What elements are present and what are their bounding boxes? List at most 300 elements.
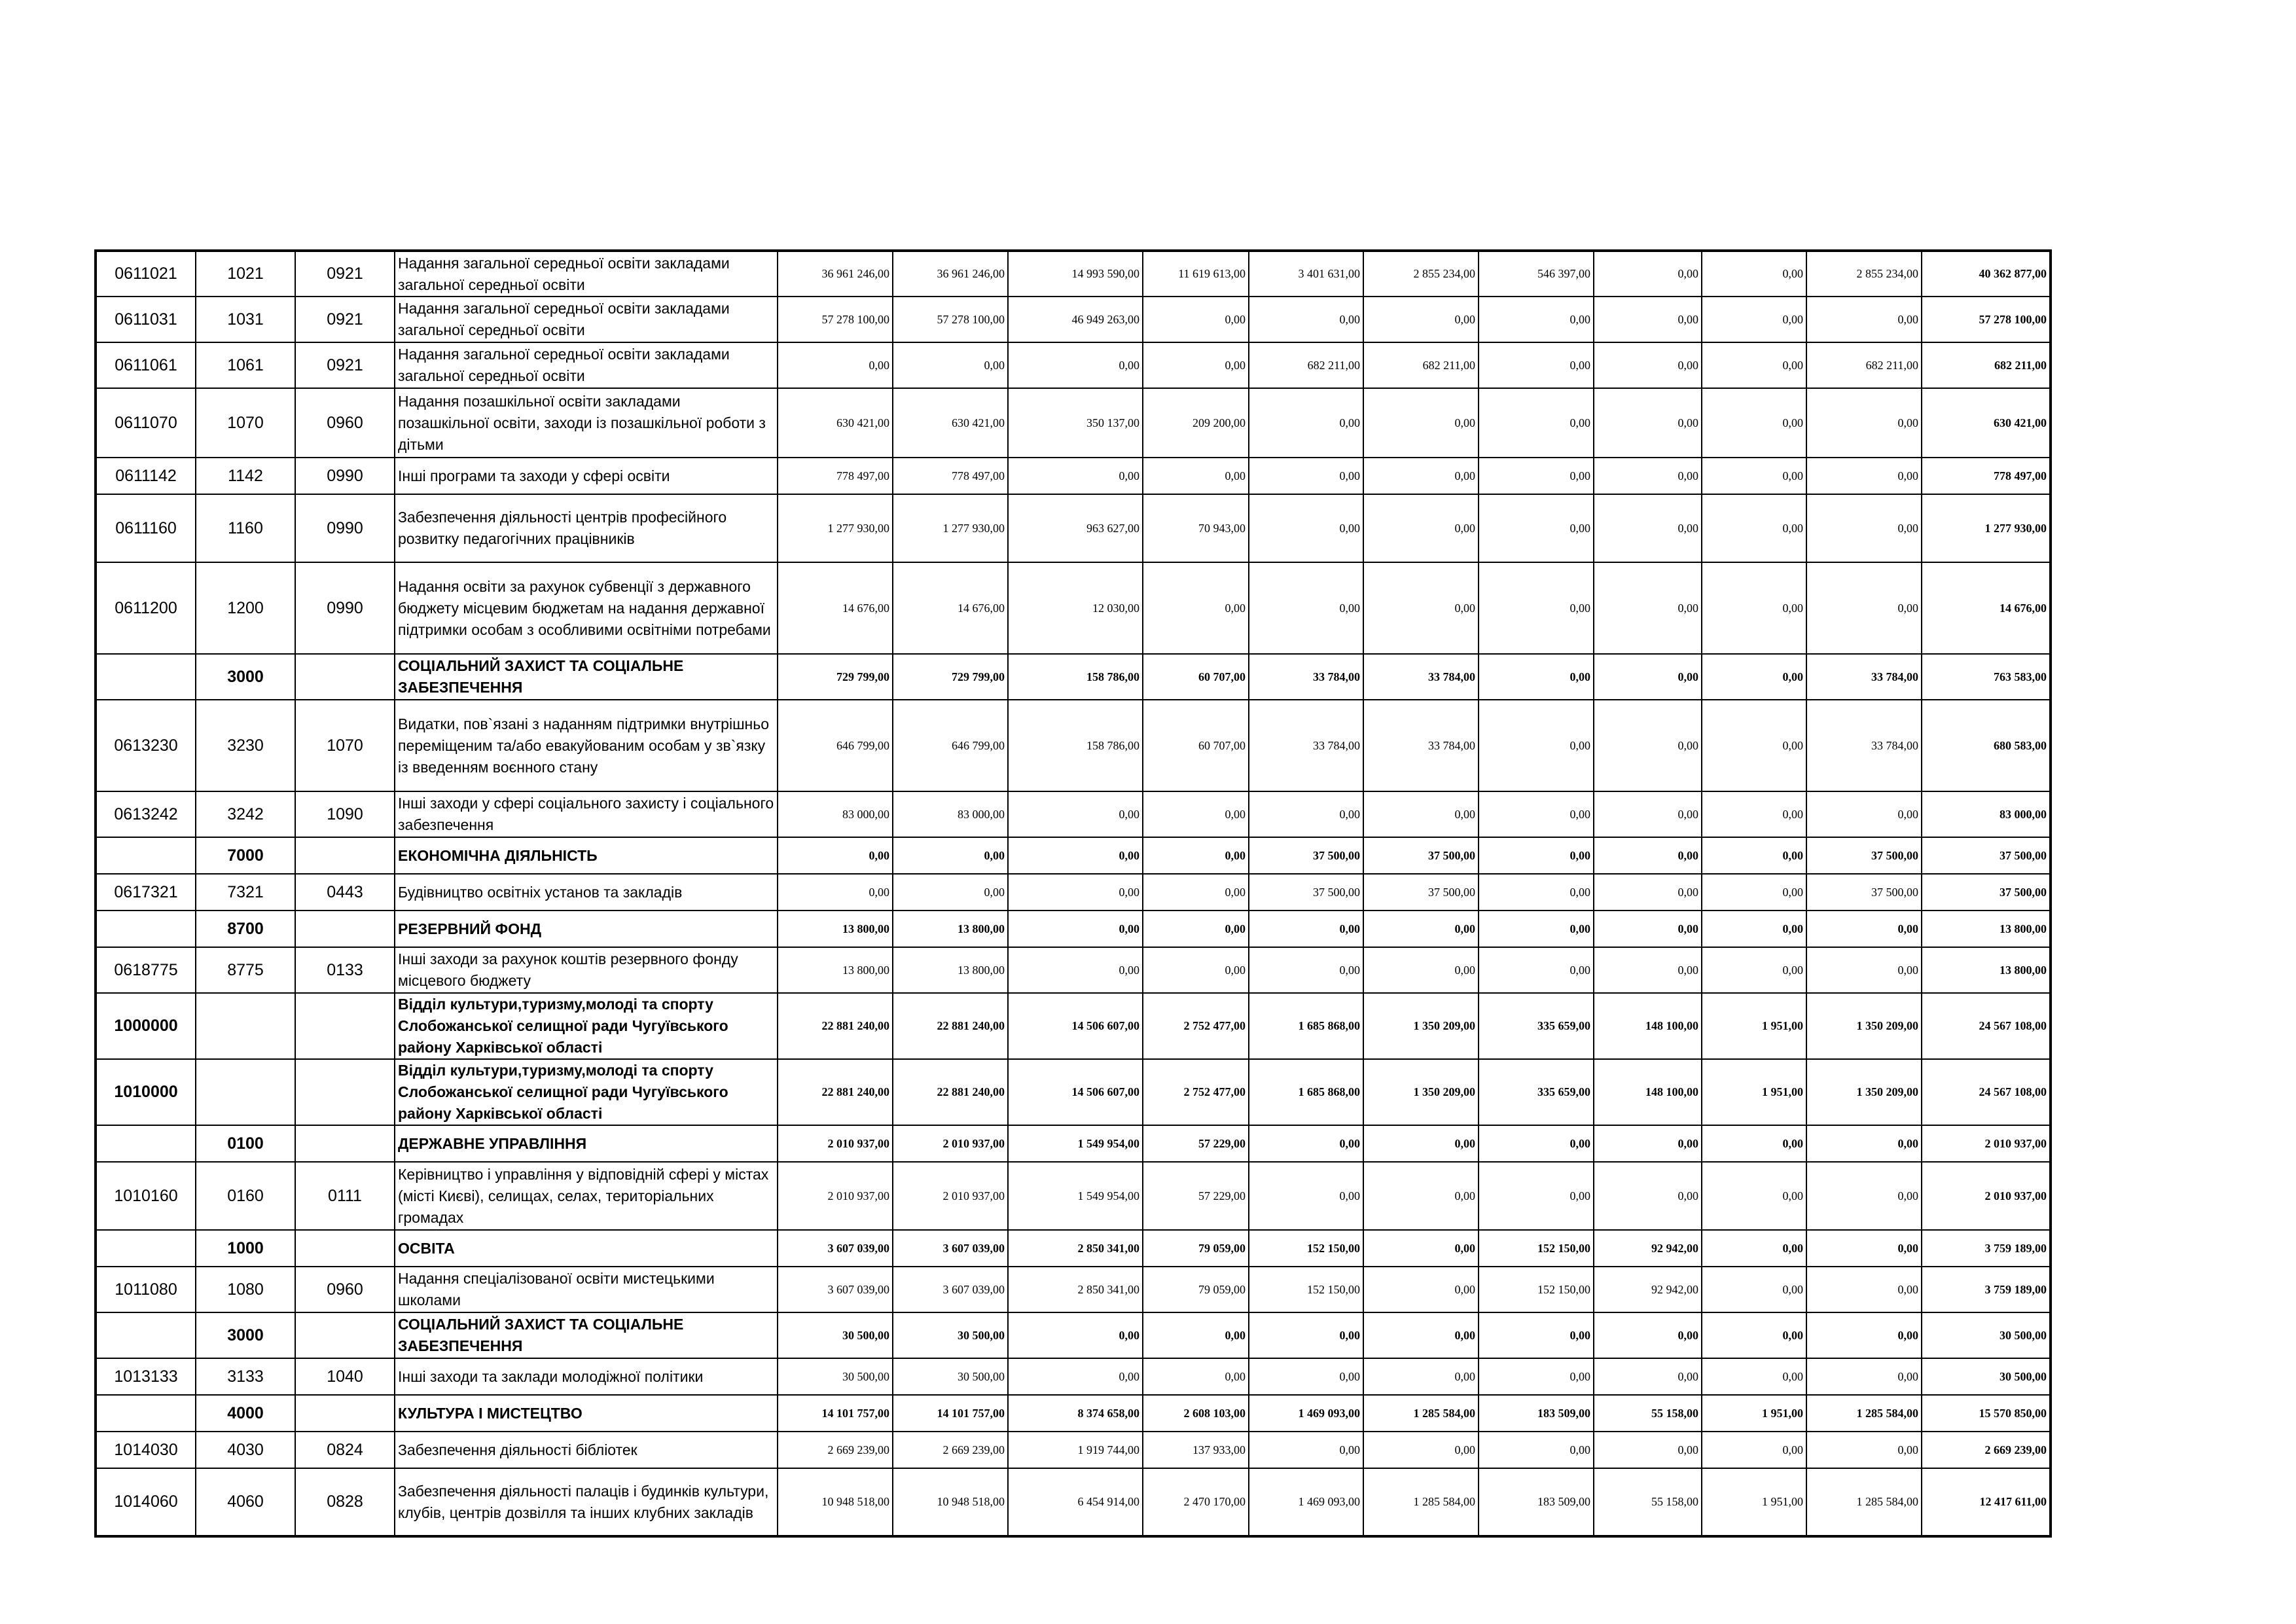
- amount-cell: 0,00: [1806, 1267, 1922, 1312]
- amount-cell: 0,00: [1143, 458, 1249, 494]
- amount-cell: 0,00: [1008, 458, 1143, 494]
- amount-cell: 1 951,00: [1702, 1395, 1806, 1432]
- total-amount-cell: 680 583,00: [1922, 700, 2051, 791]
- amount-cell: 0,00: [1363, 791, 1479, 837]
- amount-cell: 148 100,00: [1594, 1059, 1702, 1125]
- amount-cell: 33 784,00: [1249, 654, 1363, 700]
- amount-cell: 0,00: [1008, 947, 1143, 993]
- amount-cell: 0,00: [1479, 458, 1594, 494]
- table-row: [96, 458, 2051, 494]
- amount-cell: 0,00: [1806, 1230, 1922, 1267]
- amount-cell: 335 659,00: [1479, 1059, 1594, 1125]
- amount-cell: 79 059,00: [1143, 1267, 1249, 1312]
- amount-cell: 13 800,00: [778, 947, 893, 993]
- program-name-cell: Забезпечення діяльності бібліотек: [395, 1432, 778, 1468]
- amount-cell: 0,00: [1363, 1358, 1479, 1395]
- amount-cell: 0,00: [1806, 791, 1922, 837]
- amount-cell: 1 285 584,00: [1363, 1468, 1479, 1536]
- fkvk-code-cell: [295, 1312, 395, 1358]
- amount-cell: 0,00: [1479, 494, 1594, 562]
- total-amount-cell: 2 669 239,00: [1922, 1432, 2051, 1468]
- amount-cell: 0,00: [1702, 1432, 1806, 1468]
- amount-cell: 0,00: [1702, 700, 1806, 791]
- amount-cell: 0,00: [1479, 1358, 1594, 1395]
- amount-cell: 14 101 757,00: [893, 1395, 1008, 1432]
- amount-cell: 0,00: [1594, 654, 1702, 700]
- amount-cell: 33 784,00: [1806, 700, 1922, 791]
- amount-cell: 0,00: [1806, 1162, 1922, 1230]
- table-row: [96, 494, 2051, 562]
- amount-cell: 148 100,00: [1594, 993, 1702, 1059]
- amount-cell: 183 509,00: [1479, 1395, 1594, 1432]
- amount-cell: 1 285 584,00: [1806, 1468, 1922, 1536]
- table-row: [96, 911, 2051, 947]
- fkvk-code-cell: 0921: [295, 251, 395, 297]
- amount-cell: 0,00: [1479, 1162, 1594, 1230]
- table-row: [96, 947, 2051, 993]
- amount-cell: 1 350 209,00: [1806, 993, 1922, 1059]
- amount-cell: 0,00: [1702, 947, 1806, 993]
- amount-cell: 0,00: [778, 342, 893, 388]
- amount-cell: 1 469 093,00: [1249, 1395, 1363, 1432]
- table-row: [96, 700, 2051, 791]
- amount-cell: 0,00: [1702, 1125, 1806, 1162]
- table-row: [96, 1162, 2051, 1230]
- amount-cell: 0,00: [1806, 1358, 1922, 1395]
- tpkvk-code-cell: 3230: [196, 700, 295, 791]
- amount-cell: 0,00: [1249, 911, 1363, 947]
- tpkvk-code-cell: 3242: [196, 791, 295, 837]
- amount-cell: 0,00: [1702, 1312, 1806, 1358]
- amount-cell: 0,00: [893, 837, 1008, 874]
- program-name-cell: ОСВІТА: [395, 1230, 778, 1267]
- amount-cell: 3 401 631,00: [1249, 251, 1363, 297]
- amount-cell: 22 881 240,00: [893, 993, 1008, 1059]
- amount-cell: 12 030,00: [1008, 562, 1143, 654]
- amount-cell: 0,00: [1363, 494, 1479, 562]
- amount-cell: 30 500,00: [778, 1312, 893, 1358]
- amount-cell: 0,00: [1363, 458, 1479, 494]
- amount-cell: 0,00: [1249, 297, 1363, 342]
- amount-cell: 0,00: [1363, 297, 1479, 342]
- amount-cell: 0,00: [1249, 458, 1363, 494]
- amount-cell: 546 397,00: [1479, 251, 1594, 297]
- amount-cell: 0,00: [1479, 1125, 1594, 1162]
- amount-cell: 729 799,00: [893, 654, 1008, 700]
- total-amount-cell: 30 500,00: [1922, 1312, 2051, 1358]
- tpkvk-code-cell: 3000: [196, 654, 295, 700]
- amount-cell: 0,00: [1594, 251, 1702, 297]
- total-amount-cell: 13 800,00: [1922, 911, 2051, 947]
- amount-cell: 682 211,00: [1363, 342, 1479, 388]
- amount-cell: 0,00: [893, 874, 1008, 911]
- amount-cell: 13 800,00: [778, 911, 893, 947]
- tpkvk-code-cell: 4030: [196, 1432, 295, 1468]
- amount-cell: 152 150,00: [1249, 1267, 1363, 1312]
- amount-cell: 630 421,00: [893, 388, 1008, 458]
- tpkvk-code-cell: 1031: [196, 297, 295, 342]
- program-code-cell: [96, 1312, 196, 1358]
- table-row: [96, 874, 2051, 911]
- amount-cell: 0,00: [1702, 1358, 1806, 1395]
- program-code-cell: [96, 1125, 196, 1162]
- amount-cell: 0,00: [1702, 911, 1806, 947]
- amount-cell: 0,00: [1479, 1432, 1594, 1468]
- fkvk-code-cell: [295, 1395, 395, 1432]
- amount-cell: 0,00: [1479, 1312, 1594, 1358]
- amount-cell: 0,00: [1702, 251, 1806, 297]
- program-name-cell: Надання загальної середньої освіти закладами загальної середньої освіти: [395, 297, 778, 342]
- amount-cell: 1 285 584,00: [1363, 1395, 1479, 1432]
- amount-cell: 0,00: [1249, 947, 1363, 993]
- amount-cell: 152 150,00: [1479, 1230, 1594, 1267]
- amount-cell: 0,00: [1594, 1312, 1702, 1358]
- amount-cell: 0,00: [1363, 947, 1479, 993]
- amount-cell: 30 500,00: [893, 1312, 1008, 1358]
- amount-cell: 0,00: [1479, 342, 1594, 388]
- amount-cell: 55 158,00: [1594, 1395, 1702, 1432]
- amount-cell: 2 470 170,00: [1143, 1468, 1249, 1536]
- tpkvk-code-cell: 1021: [196, 251, 295, 297]
- amount-cell: 46 949 263,00: [1008, 297, 1143, 342]
- amount-cell: 0,00: [1249, 1125, 1363, 1162]
- program-code-cell: [96, 837, 196, 874]
- table-row: [96, 1468, 2051, 1536]
- program-name-cell: Будівництво освітніх установ та закладів: [395, 874, 778, 911]
- amount-cell: 0,00: [1594, 1125, 1702, 1162]
- amount-cell: 0,00: [1594, 388, 1702, 458]
- amount-cell: 646 799,00: [893, 700, 1008, 791]
- amount-cell: 0,00: [1806, 947, 1922, 993]
- program-name-cell: Надання спеціалізованої освіти мистецькими школами: [395, 1267, 778, 1312]
- amount-cell: 30 500,00: [778, 1358, 893, 1395]
- program-code-cell: 0611070: [96, 388, 196, 458]
- program-code-cell: [96, 911, 196, 947]
- amount-cell: 83 000,00: [778, 791, 893, 837]
- total-amount-cell: 763 583,00: [1922, 654, 2051, 700]
- amount-cell: 1 685 868,00: [1249, 1059, 1363, 1125]
- total-amount-cell: 30 500,00: [1922, 1358, 2051, 1395]
- amount-cell: 0,00: [1594, 342, 1702, 388]
- amount-cell: 0,00: [1479, 654, 1594, 700]
- program-name-cell: Керівництво і управління у відповідній сфері у містах (місті Києві), селищах, селах, територіальних громадах: [395, 1162, 778, 1230]
- amount-cell: 37 500,00: [1249, 874, 1363, 911]
- amount-cell: 14 101 757,00: [778, 1395, 893, 1432]
- amount-cell: 0,00: [1702, 874, 1806, 911]
- tpkvk-code-cell: 8700: [196, 911, 295, 947]
- amount-cell: 152 150,00: [1479, 1267, 1594, 1312]
- fkvk-code-cell: 0990: [295, 458, 395, 494]
- amount-cell: 33 784,00: [1806, 654, 1922, 700]
- table-row: [96, 1312, 2051, 1358]
- amount-cell: 0,00: [1249, 388, 1363, 458]
- amount-cell: 22 881 240,00: [778, 993, 893, 1059]
- amount-cell: 1 469 093,00: [1249, 1468, 1363, 1536]
- amount-cell: 0,00: [1806, 911, 1922, 947]
- fkvk-code-cell: [295, 911, 395, 947]
- amount-cell: 14 676,00: [893, 562, 1008, 654]
- amount-cell: 0,00: [778, 874, 893, 911]
- program-code-cell: 0618775: [96, 947, 196, 993]
- amount-cell: 158 786,00: [1008, 654, 1143, 700]
- program-name-cell: Забезпечення діяльності палаців і будинків культури, клубів, центрів дозвілля та інших клубних закладів: [395, 1468, 778, 1536]
- amount-cell: 0,00: [1594, 837, 1702, 874]
- fkvk-code-cell: 0921: [295, 342, 395, 388]
- amount-cell: 57 229,00: [1143, 1125, 1249, 1162]
- amount-cell: 0,00: [1143, 874, 1249, 911]
- program-code-cell: [96, 654, 196, 700]
- amount-cell: 0,00: [1702, 562, 1806, 654]
- total-amount-cell: 778 497,00: [1922, 458, 2051, 494]
- program-code-cell: [96, 1230, 196, 1267]
- amount-cell: 0,00: [1008, 1358, 1143, 1395]
- amount-cell: 0,00: [1008, 874, 1143, 911]
- amount-cell: 13 800,00: [893, 911, 1008, 947]
- tpkvk-code-cell: 3000: [196, 1312, 295, 1358]
- amount-cell: 1 549 954,00: [1008, 1125, 1143, 1162]
- tpkvk-code-cell: 1160: [196, 494, 295, 562]
- amount-cell: 630 421,00: [778, 388, 893, 458]
- total-amount-cell: 37 500,00: [1922, 874, 2051, 911]
- amount-cell: 0,00: [1702, 297, 1806, 342]
- amount-cell: 14 506 607,00: [1008, 993, 1143, 1059]
- fkvk-code-cell: [295, 993, 395, 1059]
- amount-cell: 0,00: [1702, 1267, 1806, 1312]
- table-row: [96, 342, 2051, 388]
- amount-cell: 0,00: [1479, 388, 1594, 458]
- amount-cell: 3 607 039,00: [778, 1267, 893, 1312]
- program-code-cell: 0611031: [96, 297, 196, 342]
- amount-cell: 0,00: [1594, 562, 1702, 654]
- program-name-cell: СОЦІАЛЬНИЙ ЗАХИСТ ТА СОЦІАЛЬНЕ ЗАБЕЗПЕЧЕННЯ: [395, 1312, 778, 1358]
- tpkvk-code-cell: 1000: [196, 1230, 295, 1267]
- tpkvk-code-cell: 1200: [196, 562, 295, 654]
- program-code-cell: 1014030: [96, 1432, 196, 1468]
- amount-cell: 57 278 100,00: [893, 297, 1008, 342]
- total-amount-cell: 83 000,00: [1922, 791, 2051, 837]
- amount-cell: 37 500,00: [1363, 874, 1479, 911]
- amount-cell: 0,00: [1143, 562, 1249, 654]
- fkvk-code-cell: [295, 837, 395, 874]
- amount-cell: 0,00: [1594, 700, 1702, 791]
- amount-cell: 0,00: [1363, 1230, 1479, 1267]
- amount-cell: 1 951,00: [1702, 993, 1806, 1059]
- amount-cell: 0,00: [1249, 562, 1363, 654]
- amount-cell: 30 500,00: [893, 1358, 1008, 1395]
- program-name-cell: Інші заходи за рахунок коштів резервного фонду місцевого бюджету: [395, 947, 778, 993]
- tpkvk-code-cell: 4060: [196, 1468, 295, 1536]
- table-row: [96, 388, 2051, 458]
- amount-cell: 0,00: [1363, 1162, 1479, 1230]
- amount-cell: 2 855 234,00: [1363, 251, 1479, 297]
- amount-cell: 0,00: [1363, 1125, 1479, 1162]
- amount-cell: 2 855 234,00: [1806, 251, 1922, 297]
- amount-cell: 1 549 954,00: [1008, 1162, 1143, 1230]
- amount-cell: 137 933,00: [1143, 1432, 1249, 1468]
- amount-cell: 0,00: [778, 837, 893, 874]
- amount-cell: 778 497,00: [778, 458, 893, 494]
- amount-cell: 0,00: [1806, 1125, 1922, 1162]
- amount-cell: 158 786,00: [1008, 700, 1143, 791]
- amount-cell: 2 010 937,00: [778, 1125, 893, 1162]
- program-name-cell: Видатки, пов`язані з наданням підтримки внутрішньо переміщеним та/або евакуйованим особам у зв`язку із введенням воєнного стану: [395, 700, 778, 791]
- amount-cell: 55 158,00: [1594, 1468, 1702, 1536]
- amount-cell: 0,00: [1806, 562, 1922, 654]
- amount-cell: 6 454 914,00: [1008, 1468, 1143, 1536]
- fkvk-code-cell: [295, 1059, 395, 1125]
- amount-cell: 22 881 240,00: [893, 1059, 1008, 1125]
- total-amount-cell: 24 567 108,00: [1922, 1059, 2051, 1125]
- fkvk-code-cell: 0990: [295, 562, 395, 654]
- program-name-cell: Надання загальної середньої освіти закладами загальної середньої освіти: [395, 342, 778, 388]
- amount-cell: 0,00: [1806, 388, 1922, 458]
- amount-cell: 14 676,00: [778, 562, 893, 654]
- amount-cell: 0,00: [1594, 947, 1702, 993]
- amount-cell: 778 497,00: [893, 458, 1008, 494]
- amount-cell: 0,00: [1806, 1312, 1922, 1358]
- total-amount-cell: 37 500,00: [1922, 837, 2051, 874]
- amount-cell: 0,00: [1594, 297, 1702, 342]
- table-row: [96, 1358, 2051, 1395]
- amount-cell: 0,00: [1479, 791, 1594, 837]
- table-row: [96, 1059, 2051, 1125]
- total-amount-cell: 40 362 877,00: [1922, 251, 2051, 297]
- tpkvk-code-cell: [196, 1059, 295, 1125]
- amount-cell: 37 500,00: [1249, 837, 1363, 874]
- tpkvk-code-cell: 1070: [196, 388, 295, 458]
- amount-cell: 36 961 246,00: [893, 251, 1008, 297]
- fkvk-code-cell: 0133: [295, 947, 395, 993]
- program-name-cell: Відділ культури,туризму,молоді та спорту Слобожанської селищної ради Чугуївського району Харківської області: [395, 993, 778, 1059]
- amount-cell: 36 961 246,00: [778, 251, 893, 297]
- total-amount-cell: 13 800,00: [1922, 947, 2051, 993]
- total-amount-cell: 2 010 937,00: [1922, 1162, 2051, 1230]
- program-name-cell: СОЦІАЛЬНИЙ ЗАХИСТ ТА СОЦІАЛЬНЕ ЗАБЕЗПЕЧЕННЯ: [395, 654, 778, 700]
- amount-cell: 1 350 209,00: [1806, 1059, 1922, 1125]
- amount-cell: 0,00: [1363, 1267, 1479, 1312]
- amount-cell: 350 137,00: [1008, 388, 1143, 458]
- amount-cell: 60 707,00: [1143, 654, 1249, 700]
- amount-cell: 11 619 613,00: [1143, 251, 1249, 297]
- program-code-cell: 0613242: [96, 791, 196, 837]
- amount-cell: 0,00: [1143, 297, 1249, 342]
- amount-cell: 37 500,00: [1363, 837, 1479, 874]
- amount-cell: 1 285 584,00: [1806, 1395, 1922, 1432]
- fkvk-code-cell: 0921: [295, 297, 395, 342]
- amount-cell: 0,00: [1594, 494, 1702, 562]
- amount-cell: 0,00: [1363, 1432, 1479, 1468]
- program-name-cell: Інші програми та заходи у сфері освіти: [395, 458, 778, 494]
- tpkvk-code-cell: 7000: [196, 837, 295, 874]
- amount-cell: 0,00: [1594, 874, 1702, 911]
- amount-cell: 0,00: [1249, 1312, 1363, 1358]
- fkvk-code-cell: 1090: [295, 791, 395, 837]
- amount-cell: 70 943,00: [1143, 494, 1249, 562]
- budget-table: [94, 249, 2052, 1538]
- amount-cell: 0,00: [1008, 911, 1143, 947]
- total-amount-cell: 57 278 100,00: [1922, 297, 2051, 342]
- table-row: [96, 1395, 2051, 1432]
- amount-cell: 0,00: [1008, 837, 1143, 874]
- amount-cell: 37 500,00: [1806, 874, 1922, 911]
- table-row: [96, 993, 2051, 1059]
- amount-cell: 0,00: [1249, 1162, 1363, 1230]
- program-name-cell: Відділ культури,туризму,молоді та спорту Слобожанської селищної ради Чугуївського району Харківської області: [395, 1059, 778, 1125]
- total-amount-cell: 630 421,00: [1922, 388, 2051, 458]
- amount-cell: 33 784,00: [1249, 700, 1363, 791]
- amount-cell: 0,00: [1479, 874, 1594, 911]
- amount-cell: 2 669 239,00: [893, 1432, 1008, 1468]
- amount-cell: 57 278 100,00: [778, 297, 893, 342]
- amount-cell: 682 211,00: [1249, 342, 1363, 388]
- total-amount-cell: 24 567 108,00: [1922, 993, 2051, 1059]
- program-name-cell: КУЛЬТУРА І МИСТЕЦТВО: [395, 1395, 778, 1432]
- program-name-cell: РЕЗЕРВНИЙ ФОНД: [395, 911, 778, 947]
- amount-cell: 14 506 607,00: [1008, 1059, 1143, 1125]
- amount-cell: 3 607 039,00: [778, 1230, 893, 1267]
- fkvk-code-cell: 0824: [295, 1432, 395, 1468]
- table-row: [96, 1230, 2051, 1267]
- amount-cell: 0,00: [1702, 342, 1806, 388]
- tpkvk-code-cell: 4000: [196, 1395, 295, 1432]
- total-amount-cell: 12 417 611,00: [1922, 1468, 2051, 1536]
- amount-cell: 0,00: [1008, 791, 1143, 837]
- total-amount-cell: 15 570 850,00: [1922, 1395, 2051, 1432]
- amount-cell: 0,00: [1702, 1162, 1806, 1230]
- fkvk-code-cell: 0960: [295, 1267, 395, 1312]
- amount-cell: 0,00: [1008, 342, 1143, 388]
- fkvk-code-cell: [295, 1230, 395, 1267]
- table-row: [96, 654, 2051, 700]
- program-name-cell: Інші заходи у сфері соціального захисту і соціального забезпечення: [395, 791, 778, 837]
- program-name-cell: ЕКОНОМІЧНА ДІЯЛЬНІСТЬ: [395, 837, 778, 874]
- amount-cell: 0,00: [1479, 700, 1594, 791]
- table-row: [96, 1432, 2051, 1468]
- fkvk-code-cell: 1070: [295, 700, 395, 791]
- fkvk-code-cell: 0828: [295, 1468, 395, 1536]
- amount-cell: 2 850 341,00: [1008, 1267, 1143, 1312]
- amount-cell: 0,00: [1249, 1432, 1363, 1468]
- amount-cell: 3 607 039,00: [893, 1267, 1008, 1312]
- table-row: [96, 251, 2051, 297]
- amount-cell: 1 277 930,00: [778, 494, 893, 562]
- amount-cell: 14 993 590,00: [1008, 251, 1143, 297]
- amount-cell: 0,00: [1702, 1230, 1806, 1267]
- amount-cell: 2 752 477,00: [1143, 993, 1249, 1059]
- amount-cell: 37 500,00: [1806, 837, 1922, 874]
- amount-cell: 0,00: [1479, 297, 1594, 342]
- program-code-cell: 0611160: [96, 494, 196, 562]
- amount-cell: 0,00: [1249, 494, 1363, 562]
- amount-cell: 0,00: [1479, 837, 1594, 874]
- amount-cell: 2 850 341,00: [1008, 1230, 1143, 1267]
- amount-cell: 83 000,00: [893, 791, 1008, 837]
- amount-cell: 0,00: [1143, 947, 1249, 993]
- amount-cell: 2 010 937,00: [893, 1125, 1008, 1162]
- amount-cell: 1 951,00: [1702, 1059, 1806, 1125]
- table-row: [96, 791, 2051, 837]
- amount-cell: 1 277 930,00: [893, 494, 1008, 562]
- amount-cell: 0,00: [1363, 562, 1479, 654]
- amount-cell: 0,00: [1008, 1312, 1143, 1358]
- amount-cell: 0,00: [1143, 911, 1249, 947]
- amount-cell: 0,00: [1594, 791, 1702, 837]
- amount-cell: 0,00: [1479, 562, 1594, 654]
- table-row: [96, 297, 2051, 342]
- program-code-cell: 1011080: [96, 1267, 196, 1312]
- amount-cell: 646 799,00: [778, 700, 893, 791]
- amount-cell: 0,00: [1594, 1162, 1702, 1230]
